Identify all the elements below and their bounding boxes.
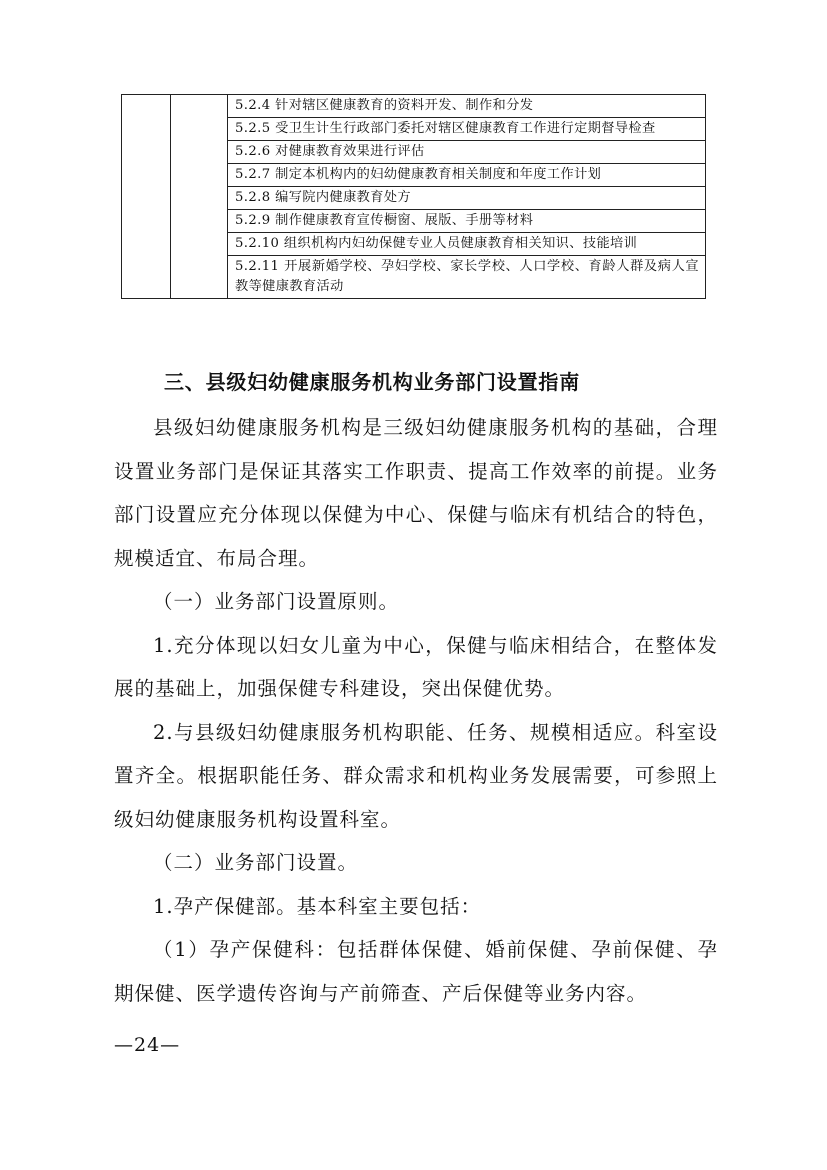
principle-paragraph-1: 1.充分体现以妇女儿童为中心，保健与临床相结合，在整体发展的基础上，加强保健专科建设，突出保健优势。 xyxy=(114,633,718,700)
section-heading: 三、县级妇幼健康服务机构业务部门设置指南 xyxy=(164,370,580,394)
task-table xyxy=(121,94,706,299)
table-cell-category xyxy=(122,95,171,299)
table-cell-item: 5.2.9 制作健康教育宣传橱窗、展版、手册等材料 xyxy=(228,210,706,233)
subsection-title-departments: （二）业务部门设置。 xyxy=(153,851,359,874)
department-item-1: （1）孕产保健科：包括群体保健、婚前保健、孕前保健、孕期保健、医学遗传咨询与产前筛查、产后保健等业务内容。 xyxy=(114,938,718,1005)
table-cell-item: 5.2.6 对健康教育效果进行评估 xyxy=(228,141,706,164)
table-cell-subcategory xyxy=(171,95,228,299)
table-cell-item: 5.2.10 组织机构内妇幼保健专业人员健康教育相关知识、技能培训 xyxy=(228,233,706,256)
table-cell-item: 5.2.7 制定本机构内的妇幼健康教育相关制度和年度工作计划 xyxy=(228,164,706,187)
principle-paragraph-2: 2.与县级妇幼健康服务机构职能、任务、规模相适应。科室设置齐全。根据职能任务、群众需求和机构业务发展需要，可参照上级妇幼健康服务机构设置科室。 xyxy=(114,720,718,831)
table-cell-item: 5.2.4 针对辖区健康教育的资料开发、制作和分发 xyxy=(228,95,706,118)
section-body xyxy=(114,406,718,1015)
subsection-title-principles: （一）业务部门设置原则。 xyxy=(153,590,400,613)
department-paragraph-1: 1.孕产保健部。基本科室主要包括： xyxy=(153,894,482,918)
table-cell-item: 5.2.11 开展新婚学校、孕妇学校、家长学校、人口学校、育龄人群及病人宣教等健康教育活动 xyxy=(228,256,706,299)
page-number: —24— xyxy=(114,1034,181,1056)
table-cell-item: 5.2.8 编写院内健康教育处方 xyxy=(228,187,706,210)
table-row xyxy=(122,95,706,118)
table-cell-item: 5.2.5 受卫生计生行政部门委托对辖区健康教育工作进行定期督导检查 xyxy=(228,118,706,141)
intro-paragraph: 县级妇幼健康服务机构是三级妇幼健康服务机构的基础，合理设置业务部门是保证其落实工作职责、提高工作效率的前提。业务部门设置应充分体现以保健为中心、保健与临床有机结合的特色，规模适宜、布局合理。 xyxy=(114,416,718,570)
